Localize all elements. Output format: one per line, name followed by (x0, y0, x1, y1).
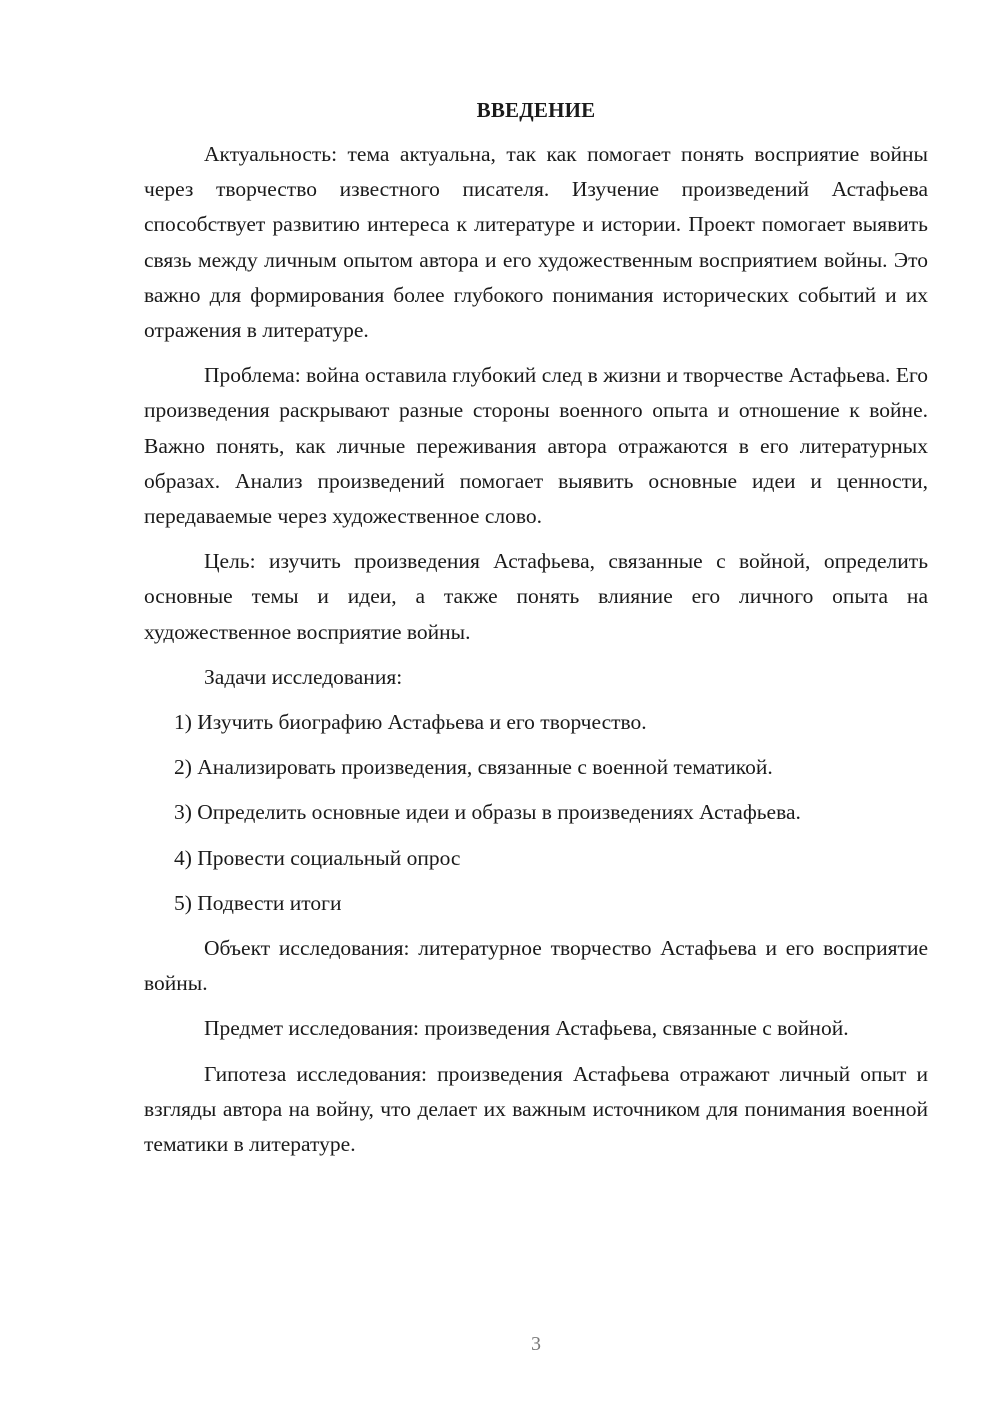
object-paragraph: Объект исследования: литературное творчество Астафьева и его восприятие войны. (144, 936, 928, 996)
tasks-heading: Задачи исследования: (204, 664, 403, 689)
relevance-paragraph: Актуальность: тема актуальна, так как помогает понять восприятие войны через творчество известного писателя. Изучение произведений Астафьева способствует развитию интереса к литературе и истории. Проект помогает выявить связь между личным опытом автора и его художественным восприятием войны. Это важно для формирования более глубокого понимания исторических событий и их отражения в литературе. (144, 142, 928, 343)
subject-paragraph: Предмет исследования: произведения Астафьева, связанные с войной. (204, 1016, 849, 1041)
task-item: 4) Провести социальный опрос (174, 845, 461, 870)
task-item: 2) Анализировать произведения, связанные с военной тематикой. (174, 755, 773, 780)
hypothesis-paragraph: Гипотеза исследования: произведения Астафьева отражают личный опыт и взгляды автора на войну, что делает их важным источником для понимания военной тематики в литературе. (144, 1061, 928, 1157)
page-number: 3 (531, 1333, 541, 1355)
problem-paragraph: Проблема: война оставила глубокий след в жизни и творчестве Астафьева. Его произведения раскрывают разные стороны военного опыта и отношение к войне. Важно понять, как личные переживания автора отражаются в его литературных образах. Анализ произведений помогает выявить основные идеи и ценности, передаваемые через художественное слово. (144, 363, 928, 529)
task-item: 3) Определить основные идеи и образы в произведениях Астафьева. (174, 800, 801, 825)
tasks-list (144, 705, 928, 921)
section-title: ВВЕДЕНИЕ (476, 98, 596, 122)
goal-paragraph: Цель: изучить произведения Астафьева, связанные с войной, определить основные темы и идеи, а также понять влияние его личного опыта на художественное восприятие войны. (144, 549, 928, 644)
document-page (144, 95, 928, 1172)
task-item: 5) Подвести итоги (174, 890, 342, 915)
task-item: 1) Изучить биографию Астафьева и его творчество. (174, 710, 647, 735)
